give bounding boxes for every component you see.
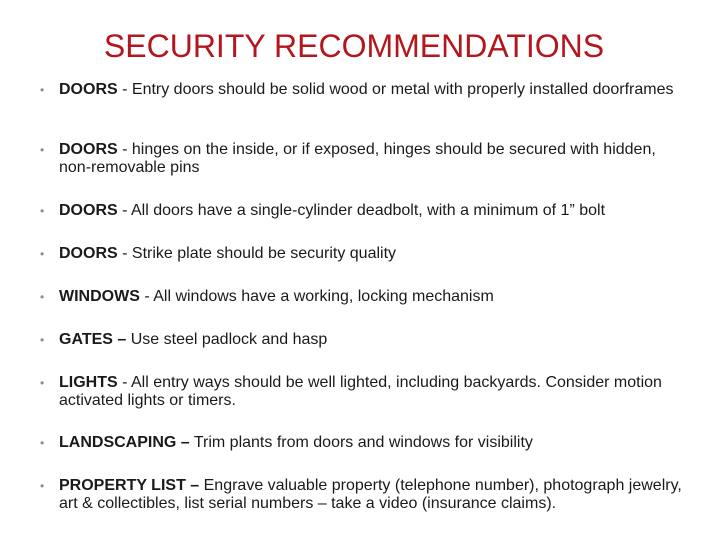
item-heading: LIGHTS: [59, 374, 118, 391]
bullet-icon: •: [40, 376, 45, 390]
item-text: - All windows have a working, locking mechanism: [139, 288, 494, 305]
item-text: - All entry ways should be well lighted, including backyards. Consider motion activated lights or timers.: [59, 374, 662, 409]
item-heading: PROPERTY LIST –: [59, 477, 200, 494]
item-heading: GATES –: [59, 331, 127, 348]
item-text: - hinges on the inside, or if exposed, hinges should be secured with hidden, non-removable pins: [59, 141, 656, 176]
list-item: [40, 141, 690, 177]
list-item: [40, 245, 690, 263]
list-item: [40, 288, 690, 306]
bullet-icon: •: [40, 143, 45, 157]
item-text: Engrave valuable property (telephone number), photograph jewelry, art & collectibles, list serial numbers – take a video (insurance claims).: [59, 477, 682, 512]
list-item: [40, 202, 690, 220]
item-heading: DOORS: [59, 141, 118, 158]
item-heading: DOORS: [59, 245, 118, 262]
bullet-icon: •: [40, 333, 45, 347]
list-item: [40, 331, 690, 349]
item-text: - Entry doors should be solid wood or metal with properly installed doorframes: [117, 81, 674, 98]
list-item: [40, 477, 690, 513]
list-item: [40, 374, 690, 410]
item-heading: WINDOWS: [59, 288, 140, 305]
item-text: - Strike plate should be security quality: [117, 245, 397, 262]
item-text: - All doors have a single-cylinder deadbolt, with a minimum of 1” bolt: [117, 202, 606, 219]
bullet-icon: •: [40, 247, 45, 261]
bullet-icon: •: [40, 204, 45, 218]
item-heading: LANDSCAPING –: [59, 434, 190, 451]
item-text: Trim plants from doors and windows for visibility: [189, 434, 533, 451]
item-heading: DOORS: [59, 81, 118, 98]
slide-title: SECURITY RECOMMENDATIONS: [103, 28, 605, 64]
bullet-icon: •: [40, 479, 45, 493]
bullet-icon: •: [40, 290, 45, 304]
list-item: [40, 434, 690, 452]
item-text: Use steel padlock and hasp: [126, 331, 328, 348]
item-heading: DOORS: [59, 202, 118, 219]
list-item: [40, 81, 690, 99]
bullet-icon: •: [40, 83, 45, 97]
bullet-icon: •: [40, 436, 45, 450]
